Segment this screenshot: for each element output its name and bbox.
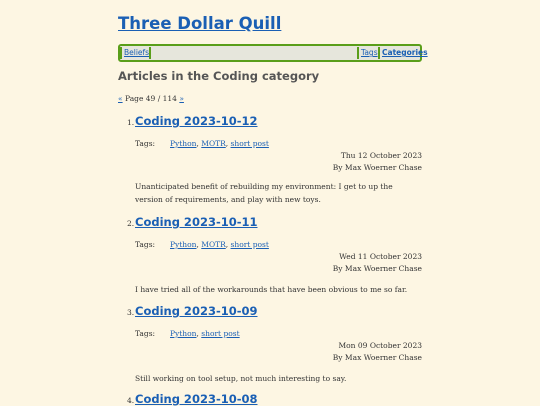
article-title-link[interactable]: Coding 2023-10-11: [135, 215, 258, 229]
article-title-link[interactable]: Coding 2023-10-08: [135, 392, 258, 406]
tag-link[interactable]: Python: [170, 240, 197, 249]
tags-label: Tags:: [135, 329, 156, 338]
prev-page-link[interactable]: «: [118, 94, 123, 103]
nav-link-categories[interactable]: Categories: [382, 48, 428, 57]
article-number: 2.: [127, 219, 135, 228]
tag-link[interactable]: short post: [230, 240, 269, 249]
tag-link[interactable]: MOTR: [201, 240, 226, 249]
article-number: 3.: [127, 308, 135, 317]
tag-list: Python, MOTR, short post: [170, 139, 269, 148]
article-summary: I have tried all of the workarounds that have been obvious to me so far.: [135, 285, 408, 294]
tag-list: Python, MOTR, short post: [170, 240, 269, 249]
nav-bar: [118, 44, 428, 62]
site-title-link[interactable]: Three Dollar Quill: [118, 14, 282, 33]
tag-link[interactable]: Python: [170, 139, 197, 148]
tag-link[interactable]: MOTR: [201, 139, 226, 148]
next-page-link[interactable]: »: [179, 94, 184, 103]
article-number: 4.: [127, 396, 135, 405]
article-date: Thu 12 October 2023: [340, 151, 422, 160]
tag-link[interactable]: short post: [230, 139, 269, 148]
nav-separator: [149, 47, 151, 59]
article-date: Mon 09 October 2023: [338, 341, 422, 350]
nav-link-beliefs[interactable]: Beliefs: [124, 48, 150, 57]
nav-separator: [120, 47, 122, 59]
article-title-link[interactable]: Coding 2023-10-09: [135, 304, 258, 318]
tag-link[interactable]: Python: [170, 329, 197, 338]
pagination: [118, 94, 184, 103]
article-summary: Unanticipated benefit of rebuilding my environment: I get to up the version of requirements, and play with new toys.: [135, 182, 393, 204]
nav-link-tags[interactable]: Tags: [361, 48, 378, 57]
tags-label: Tags:: [135, 240, 156, 249]
tags-label: Tags:: [135, 139, 156, 148]
tag-list: Python, short post: [170, 329, 240, 338]
article-date: Wed 11 October 2023: [339, 252, 422, 261]
article-author: By Max Woerner Chase: [332, 163, 422, 172]
article-author: By Max Woerner Chase: [332, 264, 422, 273]
article-author: By Max Woerner Chase: [332, 353, 422, 362]
article-number: 1.: [127, 118, 135, 127]
nav-separator: [378, 47, 380, 59]
article-title-link[interactable]: Coding 2023-10-12: [135, 114, 258, 128]
category-heading: Articles in the Coding category: [118, 69, 320, 83]
page-indicator: Page 49 / 114: [124, 94, 177, 103]
nav-separator: [357, 47, 359, 59]
article-summary: Still working on tool setup, not much interesting to say.: [135, 374, 347, 383]
tag-link[interactable]: short post: [201, 329, 240, 338]
